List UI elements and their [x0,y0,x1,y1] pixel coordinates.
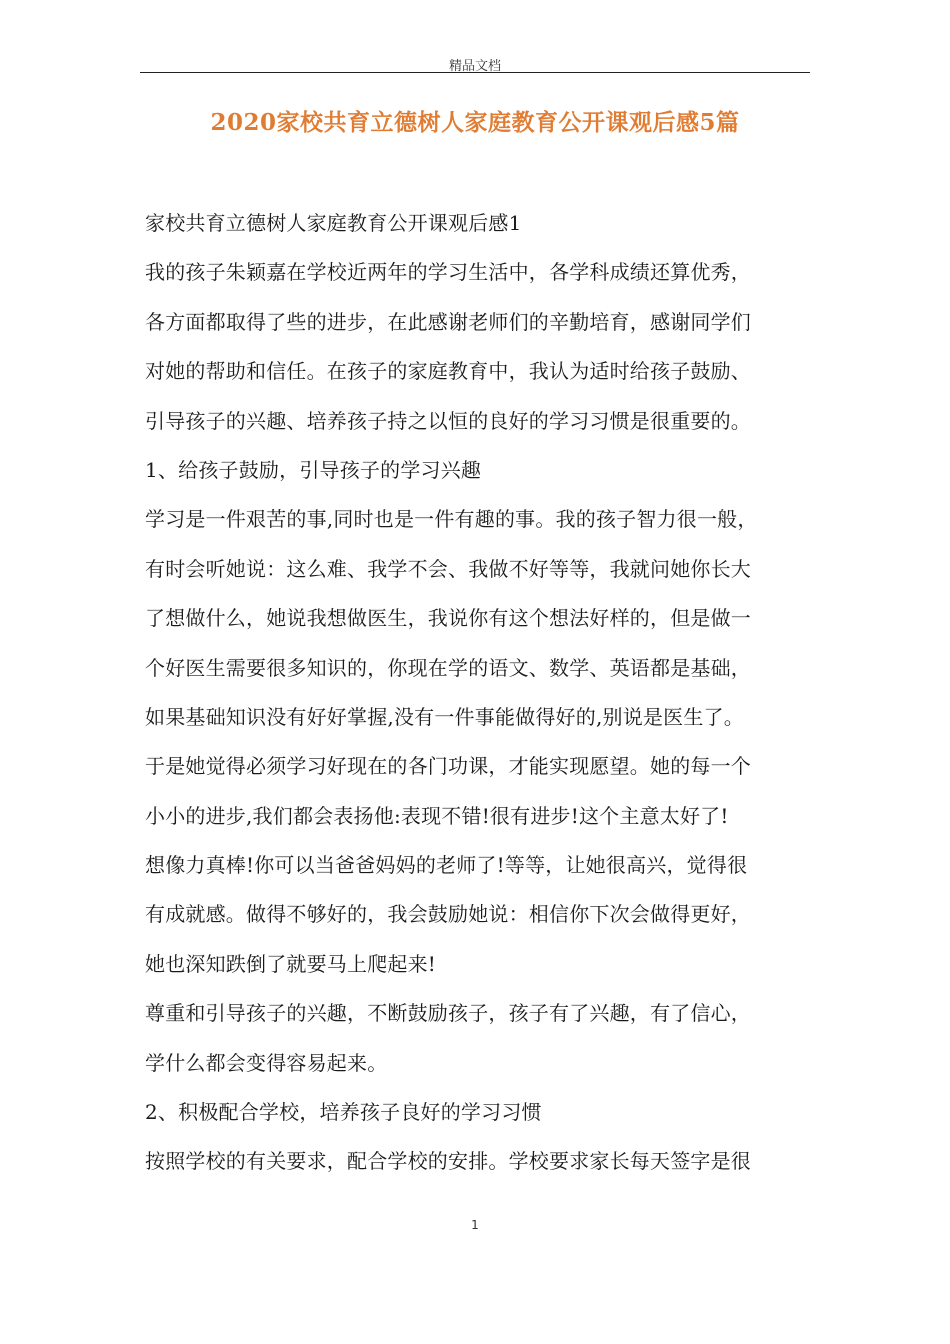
body-line: 于是她觉得必须学习好现在的各门功课，才能实现愿望。她的每一个 [145,754,751,779]
document-body [145,199,817,1187]
body-line: 我的孩子朱颖嘉在学校近两年的学习生活中，各学科成绩还算优秀， [145,260,751,285]
page-number: 1 [471,1218,479,1232]
body-line: 对她的帮助和信任。在孩子的家庭教育中，我认为适时给孩子鼓励、 [145,359,751,384]
page-header-label: 精品文档 [448,59,501,74]
body-line: 她也深知跌倒了就要马上爬起来! [145,951,437,976]
body-line: 各方面都取得了些的进步，在此感谢老师们的辛勤培育，感谢同学们 [145,309,751,334]
body-line: 有成就感。做得不够好的，我会鼓励她说：相信你下次会做得更好， [145,902,751,927]
body-line: 引导孩子的兴趣、培养孩子持之以恒的良好的学习习惯是很重要的。 [145,408,751,433]
section-heading: 家校共育立德树人家庭教育公开课观后感1 [145,211,522,235]
body-line: 按照学校的有关要求，配合学校的安排。学校要求家长每天签字是很 [145,1149,751,1174]
document-title: 2020家校共育立德树人家庭教育公开课观后感5篇 [210,109,740,136]
body-line: 了想做什么，她说我想做医生，我说你有这个想法好样的，但是做一 [145,606,751,631]
body-line: 如果基础知识没有好好掌握,没有一件事能做得好的,别说是医生了。 [145,704,744,729]
body-line: 尊重和引导孩子的兴趣，不断鼓励孩子，孩子有了兴趣，有了信心， [145,1001,751,1026]
header-divider [140,72,810,73]
subsection-heading: 1、给孩子鼓励，引导孩子的学习兴趣 [145,457,482,482]
body-line: 有时会听她说：这么难、我学不会、我做不好等等，我就问她你长大 [145,556,751,581]
body-line: 想像力真棒!你可以当爸爸妈妈的老师了!等等，让她很高兴，觉得很 [145,853,748,878]
body-line: 学什么都会变得容易起来。 [145,1050,388,1075]
subsection-heading: 2、积极配合学校，培养孩子良好的学习习惯 [145,1100,542,1125]
body-line: 小小的进步,我们都会表扬他:表现不错!很有进步!这个主意太好了! [145,803,729,828]
body-line: 个好医生需要很多知识的，你现在学的语文、数学、英语都是基础， [145,655,751,680]
body-line: 学习是一件艰苦的事,同时也是一件有趣的事。我的孩子智力很一般， [145,507,758,532]
